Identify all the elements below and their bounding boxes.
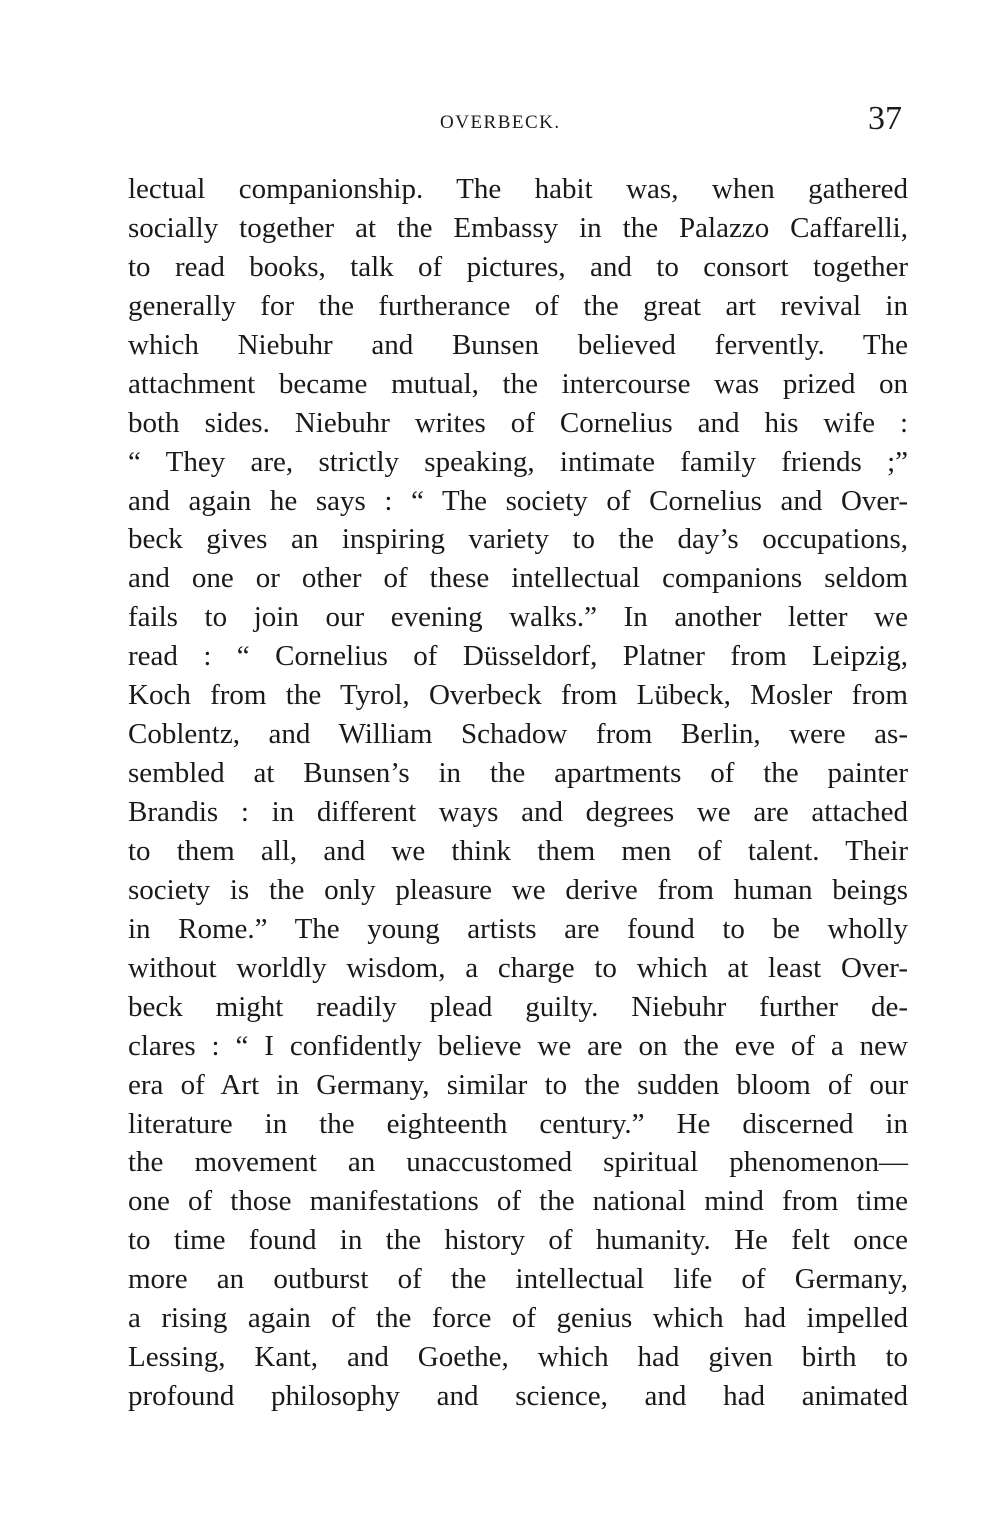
text-line: “ They are, strictly speaking, intimate family friends ;”: [128, 445, 908, 478]
text-line: read : “ Cornelius of Düsseldorf, Platner from Leipzig,: [128, 640, 908, 673]
text-line: profound philosophy and science, and had animated: [128, 1380, 908, 1413]
text-line: beck gives an inspiring variety to the day’s occupations,: [128, 523, 908, 556]
text-line: and again he says : “ The society of Cornelius and Over-: [128, 484, 908, 517]
text-line: one of those manifestations of the national mind from time: [128, 1185, 908, 1218]
text-line: without worldly wisdom, a charge to which at least Over-: [128, 951, 908, 984]
text-line: to read books, talk of pictures, and to consort together: [128, 250, 908, 283]
text-line: socially together at the Embassy in the Palazzo Caffarelli,: [128, 211, 908, 244]
text-line: in Rome.” The young artists are found to be wholly: [128, 912, 908, 945]
text-line: sembled at Bunsen’s in the apartments of the painter: [128, 757, 908, 790]
text-line: literature in the eighteenth century.” He discerned in: [128, 1107, 908, 1140]
text-line: a rising again of the force of genius which had impelled: [128, 1302, 908, 1335]
text-line: to them all, and we think them men of talent. Their: [128, 834, 908, 867]
text-line: the movement an unaccustomed spiritual phenomenon—: [128, 1146, 908, 1179]
text-line: Brandis : in different ways and degrees we are attached: [128, 796, 908, 828]
text-line: clares : “ I confidently believe we are on the eve of a new: [128, 1029, 908, 1062]
text-line: generally for the furtherance of the great art revival in: [128, 289, 908, 322]
text-line: Koch from the Tyrol, Overbeck from Lübeck, Mosler from: [128, 679, 908, 712]
text-line: which Niebuhr and Bunsen believed fervently. The: [128, 328, 908, 361]
body-text: [128, 170, 908, 1416]
text-line: and one or other of these intellectual companions seldom: [128, 562, 908, 595]
text-line: Coblentz, and William Schadow from Berlin, were as-: [128, 718, 908, 751]
text-line: era of Art in Germany, similar to the sudden bloom of our: [128, 1068, 908, 1101]
text-line: lectual companionship. The habit was, when gathered: [128, 173, 908, 205]
text-line: Lessing, Kant, and Goethe, which had given birth to: [128, 1341, 908, 1374]
text-line: both sides. Niebuhr writes of Cornelius and his wife :: [128, 406, 908, 439]
text-line: fails to join our evening walks.” In another letter we: [128, 601, 908, 634]
text-line: beck might readily plead guilty. Niebuhr further de-: [128, 990, 908, 1023]
running-title: OVERBECK.: [440, 112, 561, 133]
text-line: more an outburst of the intellectual life of Germany,: [128, 1263, 908, 1296]
page-number: 37: [868, 100, 902, 137]
text-line: attachment became mutual, the intercourse was prized on: [128, 367, 908, 400]
text-line: society is the only pleasure we derive from human beings: [128, 873, 908, 906]
text-line: to time found in the history of humanity. He felt once: [128, 1224, 908, 1257]
